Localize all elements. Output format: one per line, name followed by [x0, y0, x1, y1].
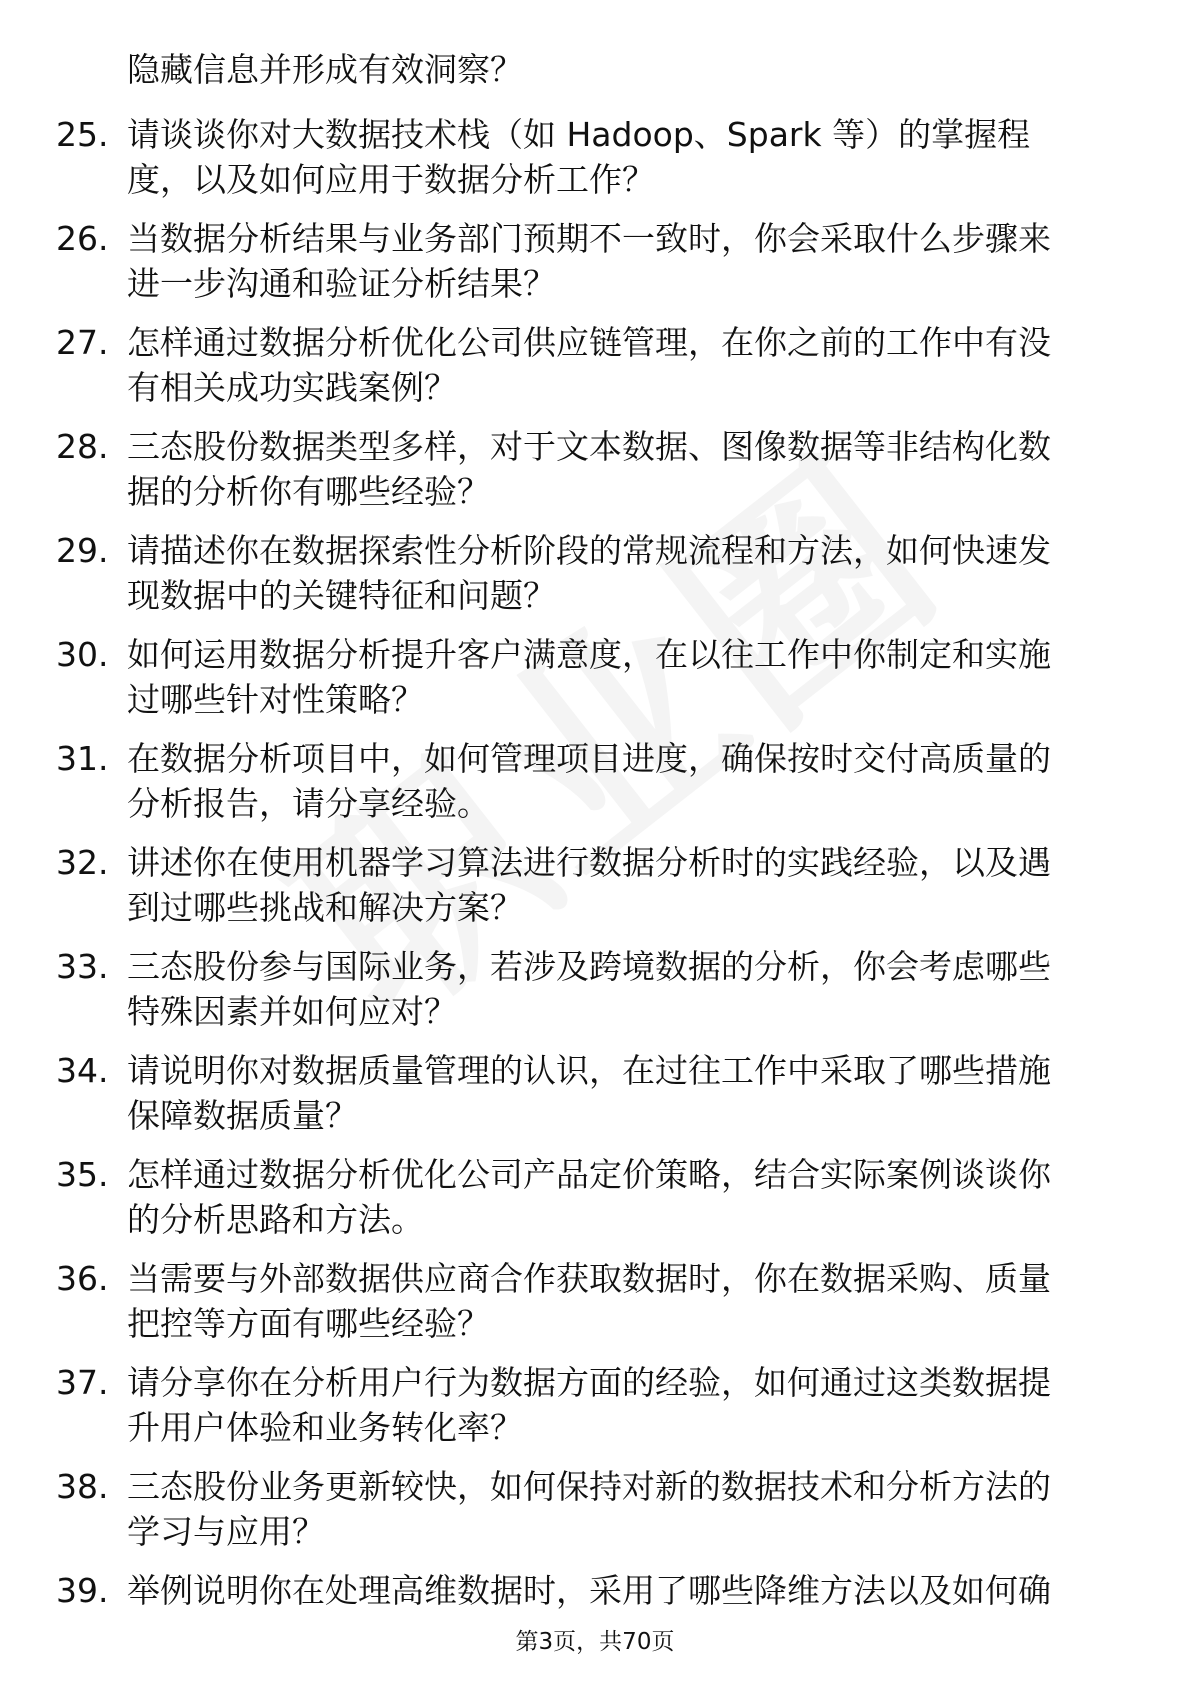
question-item — [0, 323, 1190, 427]
question-line: 据的分析你有哪些经验？ — [127, 472, 490, 511]
question-item — [0, 1051, 1190, 1155]
question-line: 三态股份数据类型多样，对于文本数据、图像数据等非结构化数 — [127, 427, 1051, 466]
question-line: 升用户体验和业务转化率？ — [127, 1408, 523, 1447]
question-number: 30. — [56, 635, 109, 674]
question-item — [0, 635, 1190, 739]
question-line: 举例说明你在处理高维数据时，采用了哪些降维方法以及如何确 — [127, 1571, 1051, 1610]
question-line: 讲述你在使用机器学习算法进行数据分析时的实践经验，以及遇 — [127, 843, 1051, 882]
question-number: 39. — [56, 1571, 109, 1610]
question-line: 请描述你在数据探索性分析阶段的常规流程和方法，如何快速发 — [127, 531, 1051, 570]
question-number: 31. — [56, 739, 109, 778]
question-item — [0, 843, 1190, 947]
question-number: 38. — [56, 1467, 109, 1506]
question-line: 学习与应用？ — [127, 1512, 325, 1551]
question-item — [0, 1155, 1190, 1259]
question-number: 25. — [56, 115, 109, 154]
question-line: 三态股份参与国际业务，若涉及跨境数据的分析，你会考虑哪些 — [127, 947, 1051, 986]
question-number: 35. — [56, 1155, 109, 1194]
question-item — [0, 219, 1190, 323]
question-line: 当数据分析结果与业务部门预期不一致时，你会采取什么步骤来 — [127, 219, 1051, 258]
question-line: 保障数据质量？ — [127, 1096, 358, 1135]
question-item — [0, 427, 1190, 531]
question-line: 怎样通过数据分析优化公司供应链管理，在你之前的工作中有没 — [127, 323, 1051, 362]
question-number: 37. — [56, 1363, 109, 1402]
question-line: 怎样通过数据分析优化公司产品定价策略，结合实际案例谈谈你 — [127, 1155, 1051, 1194]
question-item — [0, 739, 1190, 843]
question-line: 特殊因素并如何应对？ — [127, 992, 457, 1031]
question-number: 27. — [56, 323, 109, 362]
page-footer: 第3页，共70页 — [515, 1629, 675, 1655]
question-item — [0, 1259, 1190, 1363]
question-line: 进一步沟通和验证分析结果？ — [127, 264, 556, 303]
question-list — [0, 115, 1190, 1675]
question-line: 在数据分析项目中，如何管理项目进度，确保按时交付高质量的 — [127, 739, 1051, 778]
question-item — [0, 1363, 1190, 1467]
question-number: 33. — [56, 947, 109, 986]
question-line: 到过哪些挑战和解决方案？ — [127, 888, 523, 927]
question-item — [0, 947, 1190, 1051]
question-line: 分析报告，请分享经验。 — [127, 784, 490, 823]
question-line: 请说明你对数据质量管理的认识，在过往工作中采取了哪些措施 — [127, 1051, 1051, 1090]
question-line: 现数据中的关键特征和问题？ — [127, 576, 556, 615]
question-item — [0, 1467, 1190, 1571]
question-number: 29. — [56, 531, 109, 570]
question-number: 28. — [56, 427, 109, 466]
question-line: 当需要与外部数据供应商合作获取数据时，你在数据采购、质量 — [127, 1259, 1051, 1298]
question-line: 把控等方面有哪些经验？ — [127, 1304, 490, 1343]
question-line: 度，以及如何应用于数据分析工作？ — [127, 160, 655, 199]
question-number: 34. — [56, 1051, 109, 1090]
question-line: 如何运用数据分析提升客户满意度，在以往工作中你制定和实施 — [127, 635, 1051, 674]
question-item — [0, 115, 1190, 219]
question-line: 的分析思路和方法。 — [127, 1200, 424, 1239]
question-line: 有相关成功实践案例？ — [127, 368, 457, 407]
continuation-text: 隐藏信息并形成有效洞察？ — [127, 50, 523, 89]
question-number: 32. — [56, 843, 109, 882]
question-line: 请谈谈你对大数据技术栈（如 Hadoop、Spark 等）的掌握程 — [127, 115, 1031, 154]
question-line: 请分享你在分析用户行为数据方面的经验，如何通过这类数据提 — [127, 1363, 1051, 1402]
question-item — [0, 1571, 1190, 1675]
question-line: 过哪些针对性策略？ — [127, 680, 424, 719]
question-number: 26. — [56, 219, 109, 258]
question-item — [0, 531, 1190, 635]
question-number: 36. — [56, 1259, 109, 1298]
question-line: 三态股份业务更新较快，如何保持对新的数据技术和分析方法的 — [127, 1467, 1051, 1506]
